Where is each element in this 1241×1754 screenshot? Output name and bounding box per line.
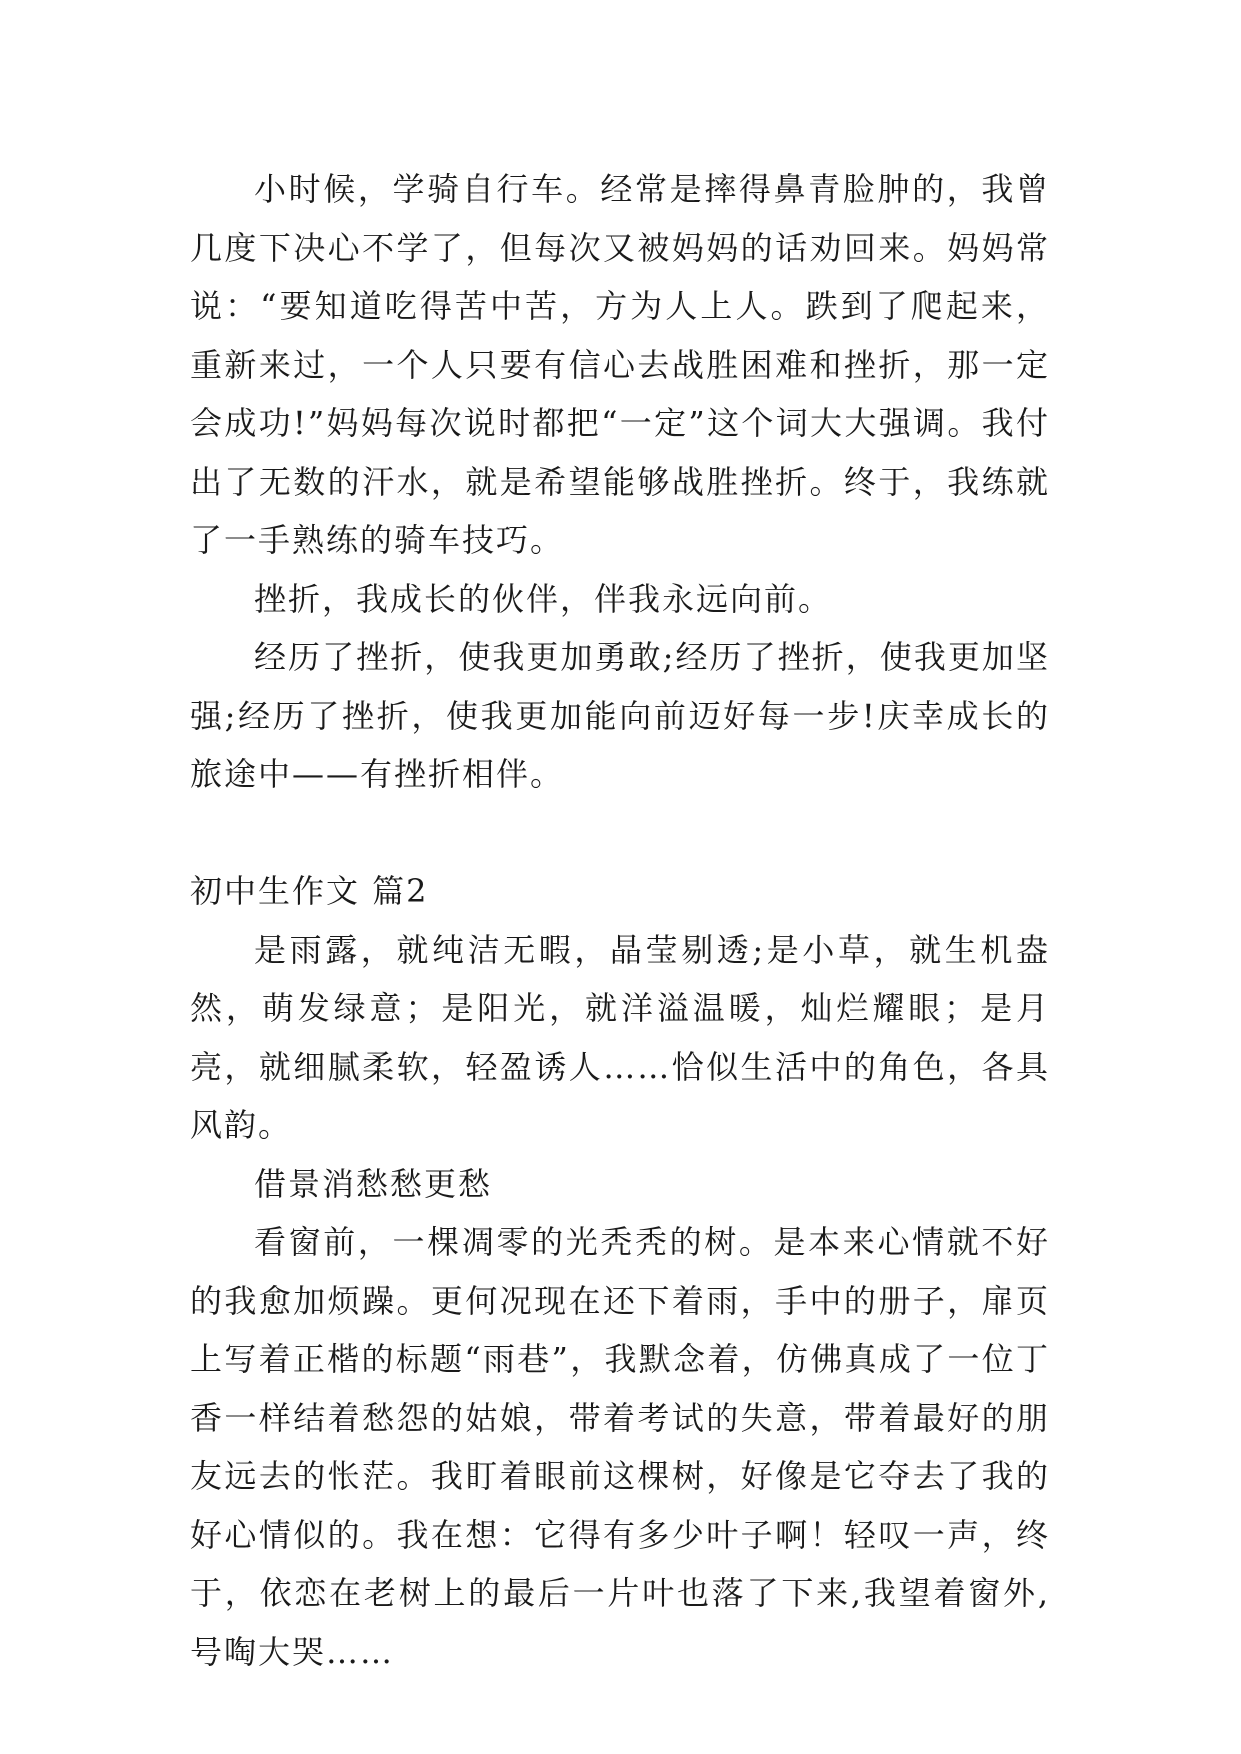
- paragraph-companion: 挫折，我成长的伙伴，伴我永远向前。: [254, 579, 833, 618]
- section-heading: 初中生作文 篇2: [190, 872, 429, 910]
- document-body: [190, 160, 1050, 1681]
- section-gap: [190, 804, 1050, 863]
- paragraph-experience: 经历了挫折，使我更加勇敢;经历了挫折，使我更加坚强;经历了挫折，使我更加能向前迈好每一步!庆幸成长的旅途中——有挫折相伴。: [190, 638, 1050, 793]
- essay-title: 借景消愁愁更愁: [254, 1164, 493, 1203]
- paragraph-bicycle: 小时候，学骑自行车。经常是摔得鼻青脸肿的，我曾几度下决心不学了，但每次又被妈妈的话劝回来。妈妈常说：“要知道吃得苦中苦，方为人上人。跌到了爬起来，重新来过，一个人只要有信心去战胜困难和挫折，那一定会成功!”妈妈每次说时都把“一定”这个词大大强调。我付出了无数的汗水，就是希望能够战胜挫折。终于，我练就了一手熟练的骑车技巧。: [190, 170, 1050, 559]
- paragraph-window-tree: 看窗前，一棵凋零的光秃秃的树。是本来心情就不好的我愈加烦躁。更何况现在还下着雨，手中的册子，扉页上写着正楷的标题“雨巷”，我默念着，仿佛真成了一位丁香一样结着愁怨的姑娘，带着考试的失意，带着最好的朋友远去的怅茫。我盯着眼前这棵树，好像是它夺去了我的好心情似的。我在想：它得有多少叶子啊！轻叹一声，终于，依恋在老树上的最后一片叶也落了下来,我望着窗外,号啕大哭……: [190, 1223, 1050, 1671]
- paragraph-roles: 是雨露，就纯洁无暇，晶莹剔透;是小草，就生机盎然，萌发绿意；是阳光，就洋溢温暖，灿烂耀眼；是月亮，就细腻柔软，轻盈诱人……恰似生活中的角色，各具风韵。: [190, 930, 1050, 1144]
